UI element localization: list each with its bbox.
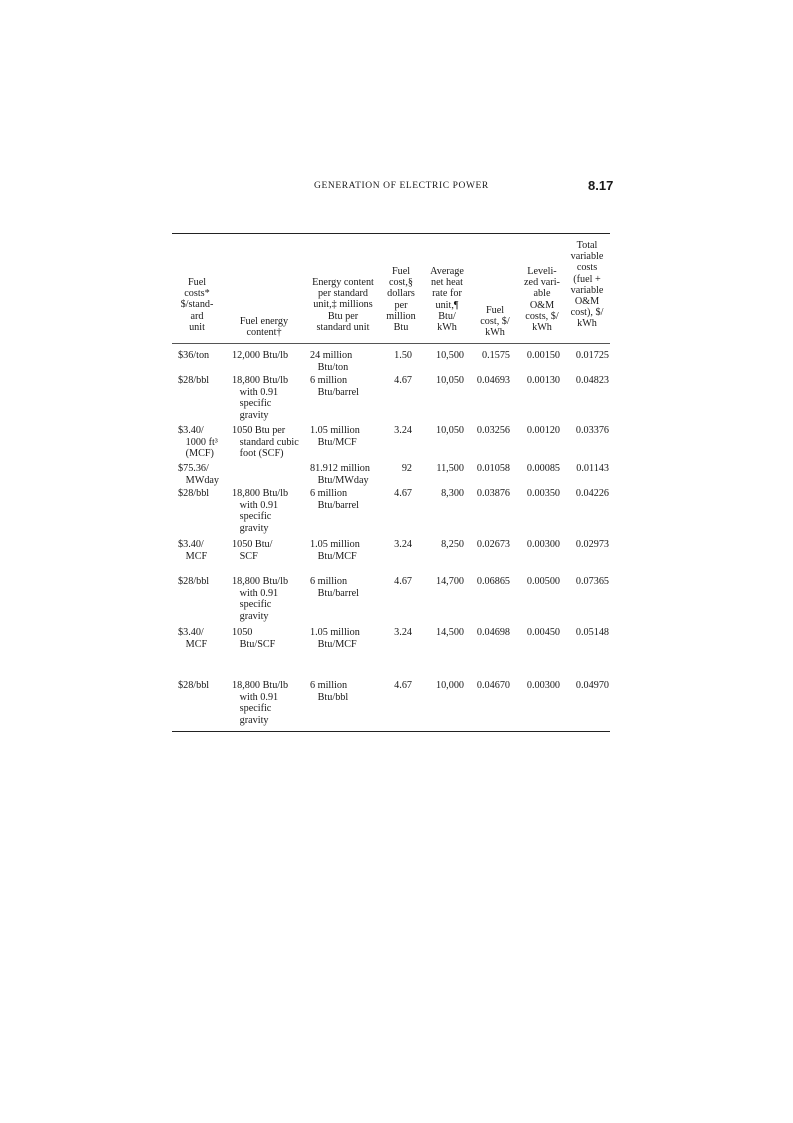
cell-heat-rate: 11,500	[436, 463, 464, 474]
cell-energy-content: 1.05 million Btu/MCF	[310, 425, 360, 448]
cell-total-variable-cost: 0.01725	[575, 350, 609, 361]
cell-fuel-costs: $28/bbl	[178, 680, 210, 691]
cell-fuel-cost-per-mbtu: 4.67	[394, 576, 412, 587]
cell-heat-rate: 10,000	[435, 680, 464, 691]
cell-levelized-om: 0.00350	[526, 488, 560, 499]
cell-fuel-costs: $36/ton	[178, 350, 210, 361]
cell-fuel-cost-per-mbtu: 3.24	[394, 627, 412, 638]
cell-levelized-om: 0.00130	[526, 375, 560, 386]
cell-heat-rate: 14,500	[435, 627, 464, 638]
cell-fuel-costs: $28/bbl	[178, 488, 210, 499]
cell-levelized-om: 0.00300	[526, 680, 560, 691]
cell-heat-rate: 10,500	[435, 350, 464, 361]
cell-energy-content: 81.912 million Btu/MWday	[310, 463, 370, 486]
cell-levelized-om: 0.00085	[526, 463, 560, 474]
cell-fuel-energy-content: 1050 Btu per standard cubic foot (SCF)	[232, 425, 299, 460]
cell-fuel-cost-per-kwh: 0.03876	[476, 488, 510, 499]
column-header-fuel-costs: Fuel costs* $/stand- ard unit	[180, 277, 214, 333]
column-header-energy-content: Energy content per standard unit,‡ millions Btu per standard unit	[312, 277, 374, 333]
cell-levelized-om: 0.00450	[526, 627, 560, 638]
cell-levelized-om: 0.00500	[526, 576, 560, 587]
cell-fuel-cost-per-kwh: 0.01058	[476, 463, 510, 474]
cell-total-variable-cost: 0.03376	[575, 425, 609, 436]
table-top-rule	[172, 233, 610, 234]
cell-fuel-cost-per-mbtu: 92	[401, 463, 412, 474]
cell-fuel-cost-per-kwh: 0.04698	[476, 627, 510, 638]
cell-fuel-cost-per-kwh: 0.03256	[476, 425, 510, 436]
column-header-heat-rate: Average net heat rate for unit,¶ Btu/ kWh	[430, 266, 464, 334]
cell-fuel-cost-per-kwh: 0.06865	[476, 576, 510, 587]
cell-heat-rate: 8,300	[441, 488, 464, 499]
cell-fuel-cost-per-kwh: 0.1575	[481, 350, 510, 361]
cell-total-variable-cost: 0.04970	[575, 680, 609, 691]
cell-energy-content: 24 million Btu/ton	[310, 350, 353, 373]
cell-energy-content: 6 million Btu/barrel	[310, 576, 359, 599]
cell-fuel-energy-content: 1050 Btu/SCF	[232, 627, 276, 650]
cell-energy-content: 6 million Btu/bbl	[310, 680, 349, 703]
table-header-rule	[172, 343, 610, 344]
cell-fuel-energy-content: 18,800 Btu/lb with 0.91 specific gravity	[232, 375, 289, 421]
cell-fuel-cost-per-mbtu: 4.67	[394, 375, 412, 386]
cell-fuel-cost-per-kwh: 0.04693	[476, 375, 510, 386]
column-header-fuel-energy-content: Fuel energy content†	[239, 316, 289, 339]
cell-fuel-energy-content: 18,800 Btu/lb with 0.91 specific gravity	[232, 488, 289, 534]
cell-heat-rate: 14,700	[435, 576, 464, 587]
cell-levelized-om: 0.00120	[526, 425, 560, 436]
cell-fuel-costs: $28/bbl	[178, 576, 210, 587]
cell-fuel-cost-per-mbtu: 4.67	[394, 680, 412, 691]
cell-energy-content: 6 million Btu/barrel	[310, 375, 359, 398]
running-head: GENERATION OF ELECTRIC POWER	[314, 181, 489, 191]
cell-fuel-energy-content: 18,800 Btu/lb with 0.91 specific gravity	[232, 576, 289, 622]
cell-levelized-om: 0.00150	[526, 350, 560, 361]
cell-heat-rate: 10,050	[435, 375, 464, 386]
cell-fuel-energy-content: 18,800 Btu/lb with 0.91 specific gravity	[232, 680, 289, 726]
cell-fuel-costs: $75.36/ MWday	[178, 463, 220, 486]
cell-fuel-cost-per-kwh: 0.02673	[476, 539, 510, 550]
cell-total-variable-cost: 0.07365	[575, 576, 609, 587]
cell-total-variable-cost: 0.04823	[575, 375, 609, 386]
cell-energy-content: 1.05 million Btu/MCF	[310, 627, 360, 650]
column-header-levelized-om: Leveli- zed vari- able O&M costs, $/ kWh	[524, 266, 560, 334]
cell-heat-rate: 10,050	[435, 425, 464, 436]
column-header-total-variable-costs: Total variable costs (fuel + variable O&M cost), $/ kWh	[570, 240, 604, 330]
cell-fuel-cost-per-mbtu: 3.24	[394, 539, 412, 550]
cell-total-variable-cost: 0.05148	[575, 627, 609, 638]
page-number: 8.17	[588, 178, 614, 193]
cell-total-variable-cost: 0.01143	[576, 463, 609, 474]
cell-total-variable-cost: 0.02973	[575, 539, 609, 550]
cell-fuel-costs: $28/bbl	[178, 375, 210, 386]
cell-fuel-energy-content: 12,000 Btu/lb	[232, 350, 289, 361]
cell-energy-content: 1.05 million Btu/MCF	[310, 539, 360, 562]
cell-total-variable-cost: 0.04226	[575, 488, 609, 499]
cell-fuel-cost-per-kwh: 0.04670	[476, 680, 510, 691]
cell-fuel-energy-content: 1050 Btu/ SCF	[232, 539, 273, 562]
column-header-fuel-cost-per-kwh: Fuel cost, $/ kWh	[480, 305, 510, 339]
cell-levelized-om: 0.00300	[526, 539, 560, 550]
cell-energy-content: 6 million Btu/barrel	[310, 488, 359, 511]
column-header-fuel-cost-per-million-btu: Fuel cost,§ dollars per million Btu	[386, 266, 416, 334]
cell-fuel-cost-per-mbtu: 3.24	[394, 425, 412, 436]
cell-fuel-cost-per-mbtu: 4.67	[394, 488, 412, 499]
cell-fuel-costs: $3.40/ MCF	[178, 539, 208, 562]
table-bottom-rule	[172, 731, 610, 732]
cell-fuel-costs: $3.40/ MCF	[178, 627, 208, 650]
cell-fuel-costs: $3.40/ 1000 ft³ (MCF)	[178, 425, 218, 460]
cell-fuel-cost-per-mbtu: 1.50	[394, 350, 412, 361]
cell-heat-rate: 8,250	[441, 539, 464, 550]
